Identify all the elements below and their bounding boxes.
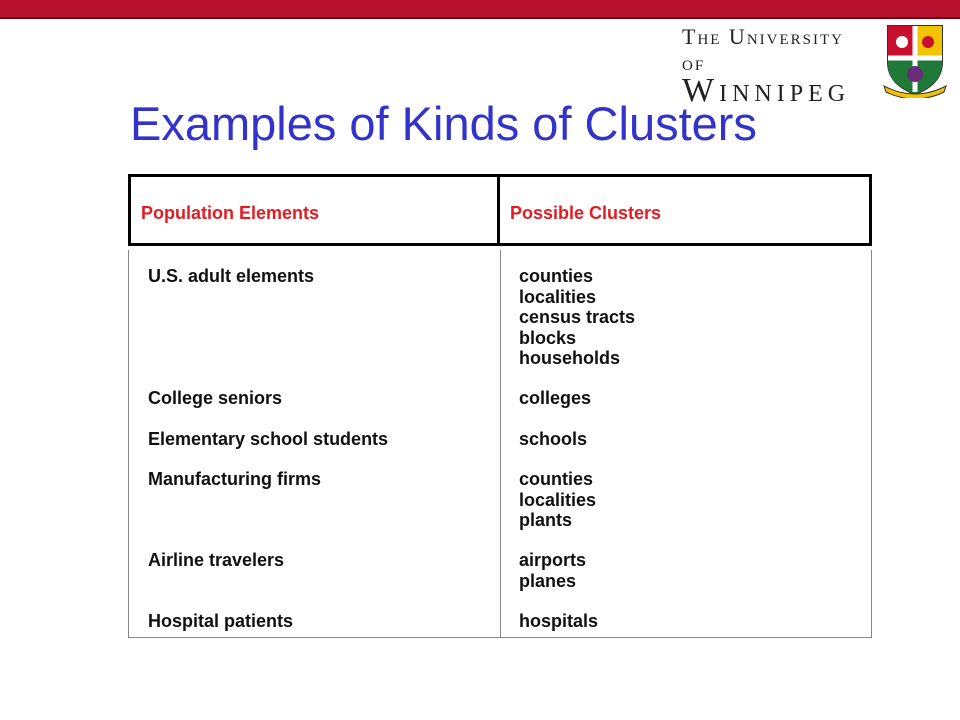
cluster-item: hospitals [519,611,599,631]
slide-title: Examples of Kinds of Clusters [130,97,757,150]
logo-line-1: The University of [682,24,844,75]
cluster-list [519,388,591,409]
table-header [128,174,872,250]
cluster-item: blocks [519,327,577,348]
cluster-item: localities [519,286,597,307]
top-bar [0,0,960,19]
cluster-list [519,429,587,450]
cluster-item: airports [519,550,587,570]
column-header-possible-clusters: Possible Clusters [497,174,872,246]
table-body [128,250,872,638]
population-element: Manufacturing firms [148,469,322,489]
population-element: Airline travelers [148,550,285,570]
population-element: Elementary school students [148,429,389,449]
cluster-item: localities [519,489,597,510]
population-element: U.S. adult elements [148,266,315,286]
cluster-item: households [519,348,621,368]
population-element: College seniors [148,388,283,408]
cluster-list [519,550,586,591]
cluster-list [519,611,598,632]
cluster-list [519,266,635,369]
cluster-item: schools [519,429,588,449]
cluster-item: counties [519,469,594,489]
cluster-list [519,469,596,531]
logo-line-2: Winnipeg [682,72,851,109]
cluster-item: counties [519,266,594,286]
cluster-item: plants [519,510,573,530]
cluster-item: planes [519,570,577,591]
column-header-population-elements: Population Elements [128,174,500,246]
university-crest-icon [882,22,948,98]
population-element: Hospital patients [148,611,294,631]
cluster-item: census tracts [519,307,636,327]
cluster-item: colleges [519,388,592,408]
column-divider [500,250,501,637]
